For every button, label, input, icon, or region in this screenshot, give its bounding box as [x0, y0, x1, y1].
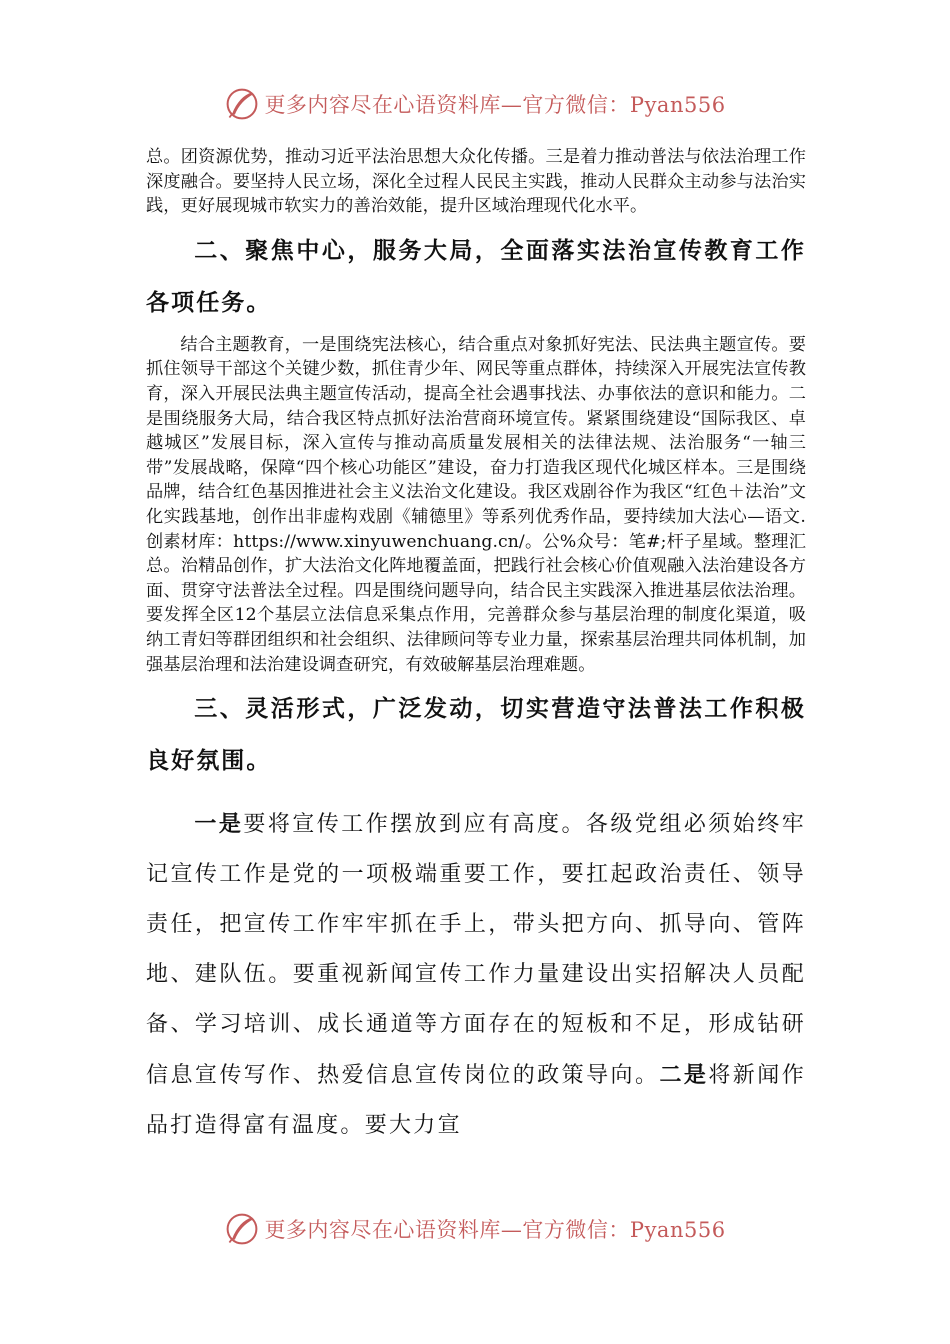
watermark-text: 更多内容尽在心语资料库—官方微信：Pyan556	[264, 1218, 726, 1242]
document-body	[146, 145, 806, 1151]
watermark-text: 更多内容尽在心语资料库—官方微信：Pyan556	[264, 93, 726, 117]
paragraph-continued: 总。团资源优势，推动习近平法治思想大众化传播。三是着力推动普法与依法治理工作深度融合。要坚持人民立场，深化全过程人民民主实践，推动人民群众主动参与法治实践，更好展现城市软实力的善治效能，提升区域治理现代化水平。	[146, 147, 806, 217]
section-heading-3: 三、灵活形式，广泛发动，切实营造守法普法工作积极良好氛围。	[146, 696, 806, 775]
pen-feather-logo-icon	[224, 86, 260, 122]
section-heading-2: 二、聚焦中心，服务大局，全面落实法治宣传教育工作各项任务。	[146, 237, 806, 316]
header-watermark	[0, 84, 950, 124]
lead-second: 二是	[659, 1062, 709, 1089]
lead-first: 一是	[194, 811, 244, 838]
text-first: 要将宣传工作摆放到应有高度。各级党组必须始终牢记宣传工作是党的一项极端重要工作，要扛起政治责任、领导责任，把宣传工作牢牢抓在手上，带头把方向、抓导向、管阵地、建队伍。要重视新闻宣传工作力量建设出实招解决人员配备、学习培训、成长通道等方面存在的短板和不足，形成钻研信息宣传写作、热爱信息宣传岗位的政策导向。	[146, 812, 806, 1089]
paragraph-section-2: 结合主题教育，一是围绕宪法核心，结合重点对象抓好宪法、民法典主题宣传。要抓住领导干部这个关键少数，抓住青少年、网民等重点群体，持续深入开展宪法宣传教育，深入开展民法典主题宣传活动，提高全社会遇事找法、办事依法的意识和能力。二是围绕服务大局，结合我区特点抓好法治营商环境宣传。紧紧围绕建设“国际我区、卓越城区”发展目标，深入宣传与推动高质量发展相关的法律法规、法治服务“一轴三带”发展战略，保障“四个核心功能区”建设，奋力打造我区现代化城区样本。三是围绕品牌，结合红色基因推进社会主义法治文化建设。我区戏剧谷作为我区“红色＋法治”文化实践基地，创作出非虚构戏剧《辅德里》等系列优秀作品，要持续加大法心—语文.创素材库：https://www.xinyuwenchuang.cn/。公%众号：笔#;杆子星域。整理汇总。治精品创作，扩大法治文化阵地覆盖面，把践行社会核心价值观融入法治建设各方面、贯穿守法普法全过程。四是围绕问题导向，结合民主实践深入推进基层依法治理。要发挥全区12个基层立法信息采集点作用，完善群众参与基层治理的制度化渠道，吸纳工青妇等群团组织和社会组织、法律顾问等专业力量，探索基层治理共同体机制，加强基层治理和法治建设调查研究，有效破解基层治理难题。	[146, 334, 806, 675]
paragraph-section-3	[146, 799, 806, 1151]
footer-watermark	[0, 1209, 950, 1249]
pen-feather-logo-icon	[224, 1211, 260, 1247]
text-second: 将新闻作品打造得富有温度。要大力宣	[146, 1063, 806, 1139]
